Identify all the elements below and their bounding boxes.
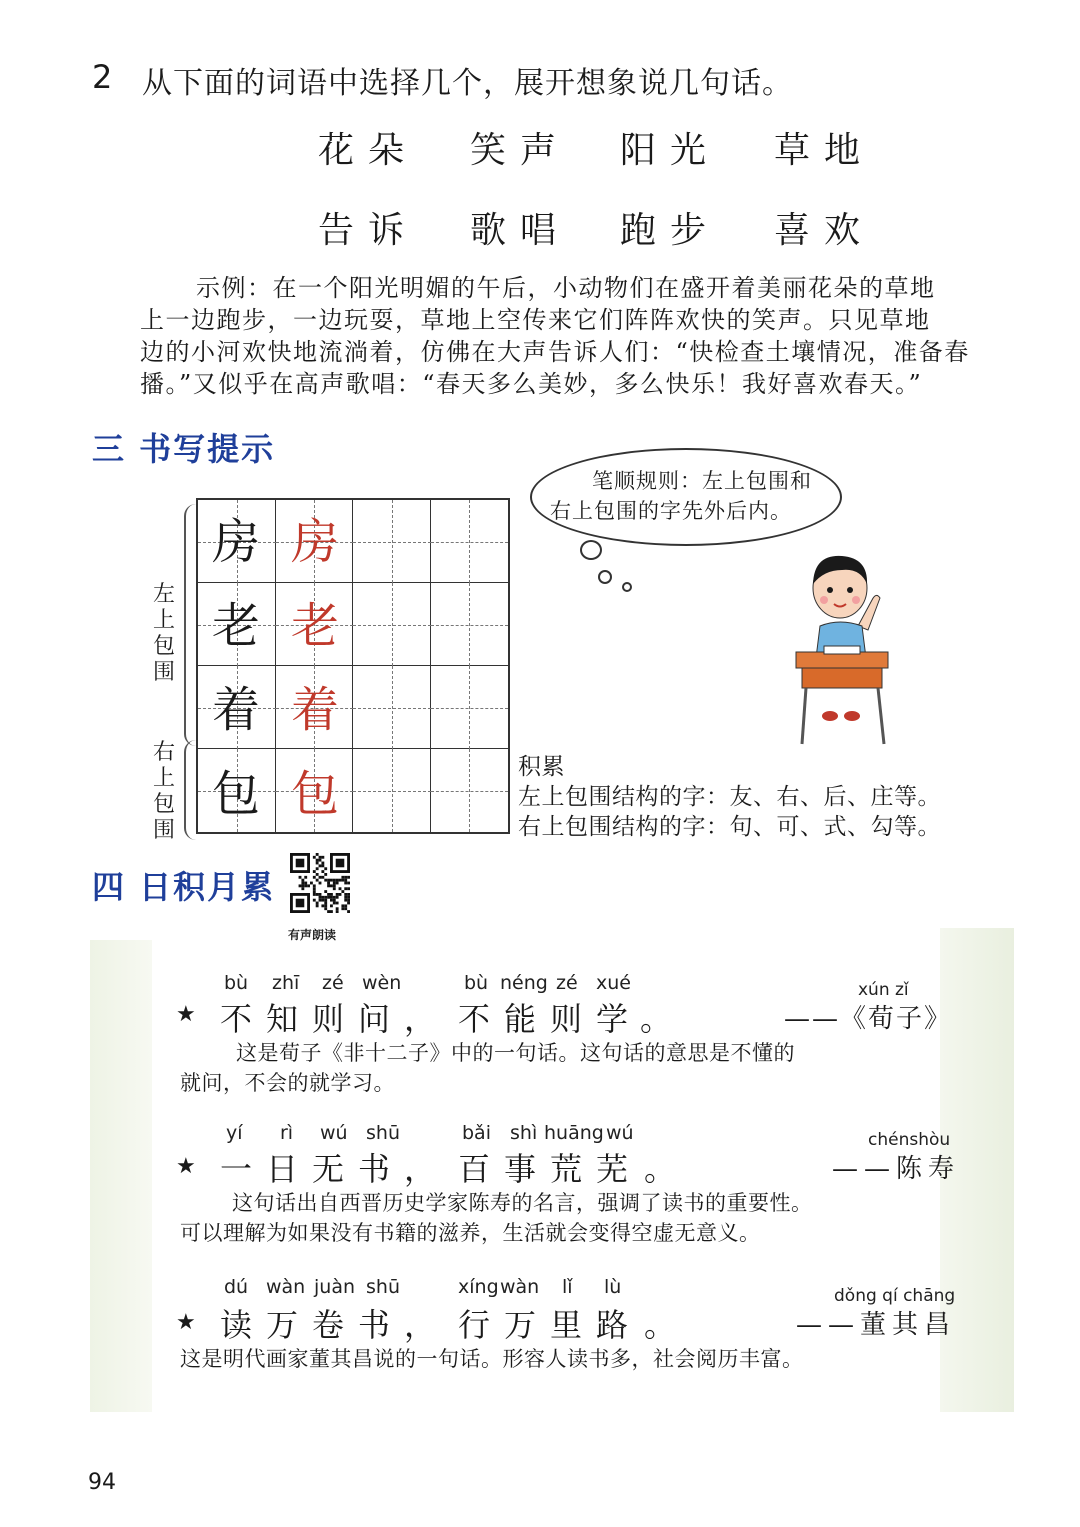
quote-text: 不知则问 [220,1000,405,1038]
author-pinyin: xún zǐ [858,980,909,1000]
explanation-line: 这是明代画家董其昌说的一句话。形容人读书多，社会阅历丰富。 [180,1347,804,1371]
grid-char: 着 [211,682,260,738]
pinyin: wàn [266,1276,306,1298]
pinyin: bù [464,972,489,994]
accum-line: 右上包围结构的字：句、可、式、勾等。 [518,814,941,840]
pinyin: yí [226,1122,243,1144]
section-heading-daily: 四 日积月累 [92,868,276,906]
grid-guide-line [469,583,470,666]
quote-separator: ， [404,1150,451,1188]
pinyin: dú [224,1276,249,1298]
word-item: 阳光 [620,130,721,171]
explanation-line: 可以理解为如果没有书籍的滋养，生活就会变得空虚无意义。 [180,1221,761,1245]
quote-text: 行万里路 [458,1306,643,1344]
example-paragraph [140,272,970,400]
quote-text: 百事荒芜 [458,1150,643,1188]
qr-label: 有声朗读 [288,928,337,942]
grid-cell [431,500,509,583]
grid-cell [353,749,431,832]
word-item: 笑声 [470,130,571,171]
question-number: 2 [92,58,113,96]
grid-char: 房 [211,514,260,570]
quote-text: 一日无书 [220,1150,405,1188]
quote-end: 。 [644,1150,691,1188]
label-right-top-enclosure: 右上包围 [152,740,175,843]
quote-end: 。 [640,1000,687,1038]
pinyin: bù [224,972,249,994]
example-line: 边的小河欢快地流淌着，仿佛在大声告诉人们：“快检查土壤情况，准备春 [140,338,970,366]
qr-code-icon[interactable] [290,852,350,914]
grid-guide-line [469,749,470,832]
pinyin: xué [596,972,631,994]
pinyin: shū [366,1122,400,1144]
quote-explanation [180,1038,795,1098]
accum-title: 积累 [518,754,565,780]
decorative-panel-left [90,940,152,1412]
label-left-top-enclosure: 左上包围 [152,582,175,685]
bracket-right-top [184,740,196,840]
author-pinyin: chénshòu [868,1130,951,1150]
quote-end: 。 [644,1306,691,1344]
quote-text: 读万卷书 [220,1306,405,1344]
pinyin: xíng [458,1276,499,1298]
pinyin: zé [556,972,578,994]
explanation-line: 这句话出自西晋历史学家陈寿的名言，强调了读书的重要性。 [232,1191,813,1215]
grid-cell [353,666,431,749]
star-icon: ★ [176,1154,196,1179]
bracket-left-top [184,504,196,746]
question-prompt: 从下面的词语中选择几个，展开想象说几句话。 [142,66,793,101]
grid-guide-line [392,583,393,666]
pinyin: zé [322,972,344,994]
pinyin: juàn [314,1276,356,1298]
author-pinyin: dǒng qí chāng [834,1286,956,1306]
grid-char-red: 老 [290,598,339,654]
word-item: 草地 [774,130,875,171]
grid-cell [431,583,509,666]
grid-guide-line [469,666,470,749]
grid-char-red: 包 [290,766,339,822]
pinyin: lǐ [562,1276,573,1298]
quote-explanation [180,1188,813,1248]
quote-author: ——《荀子》 [784,1004,953,1034]
grid-guide-line [392,666,393,749]
grid-char: 包 [211,766,260,822]
bubble-line: 笔顺规则：左上包围和 [592,469,812,493]
grid-cell [353,583,431,666]
bubble-line: 右上包围的字先外后内。 [550,499,792,523]
grid-guide-line [392,749,393,832]
pinyin: lù [604,1276,622,1298]
pinyin: wú [606,1122,634,1144]
quote-separator: ， [404,1000,451,1038]
grid-guide-line [392,500,393,583]
grid-char-red: 着 [290,682,339,738]
quote-text: 不能则学 [458,1000,643,1038]
pinyin: wú [320,1122,348,1144]
pinyin: néng [500,972,548,994]
bubble-dot [622,582,632,592]
star-icon: ★ [176,1310,196,1335]
grid-char: 老 [211,598,260,654]
pinyin: shū [366,1276,400,1298]
word-item: 花朵 [318,130,419,171]
example-line: 上一边跑步，一边玩耍，草地上空传来它们阵阵欢快的笑声。只见草地 [140,306,931,334]
bubble-text [550,466,820,526]
word-item: 歌唱 [470,210,571,251]
pinyin: rì [280,1122,294,1144]
pinyin: huāng [544,1122,604,1144]
accumulation-note [518,752,941,842]
quote-separator: ， [404,1306,451,1344]
page-number: 94 [88,1470,116,1495]
bubble-dot [580,540,602,560]
pinyin: wàn [500,1276,540,1298]
star-icon: ★ [176,1002,196,1027]
word-item: 喜欢 [774,210,875,251]
example-line: 播。”又似乎在高声歌唱：“春天多么美妙，多么快乐！我好喜欢春天。” [140,370,923,398]
bubble-dot [598,570,612,584]
example-line: 示例：在一个阳光明媚的午后，小动物们在盛开着美丽花朵的草地 [196,274,936,302]
pinyin: shì [510,1122,538,1144]
quote-author: ——陈寿 [832,1154,961,1184]
section-heading-writing: 三 书写提示 [92,430,276,468]
quote-author: ——董其昌 [796,1310,957,1340]
explanation-line: 这是荀子《非十二子》中的一句话。这句话的意思是不懂的 [236,1041,795,1065]
quote-explanation [180,1344,804,1374]
grid-cell [353,500,431,583]
grid-cell [431,749,509,832]
pinyin: bǎi [462,1122,491,1144]
grid-guide-line [469,500,470,583]
grid-char-red: 房 [290,514,339,570]
pinyin: wèn [362,972,402,994]
boy-at-desk-illustration [780,548,900,748]
explanation-line: 就问，不会的就学习。 [180,1071,395,1095]
pinyin: zhī [272,972,300,994]
word-item: 告诉 [318,210,419,251]
word-item: 跑步 [620,210,721,251]
accum-line: 左上包围结构的字：友、右、后、庄等。 [518,784,941,810]
grid-cell [431,666,509,749]
